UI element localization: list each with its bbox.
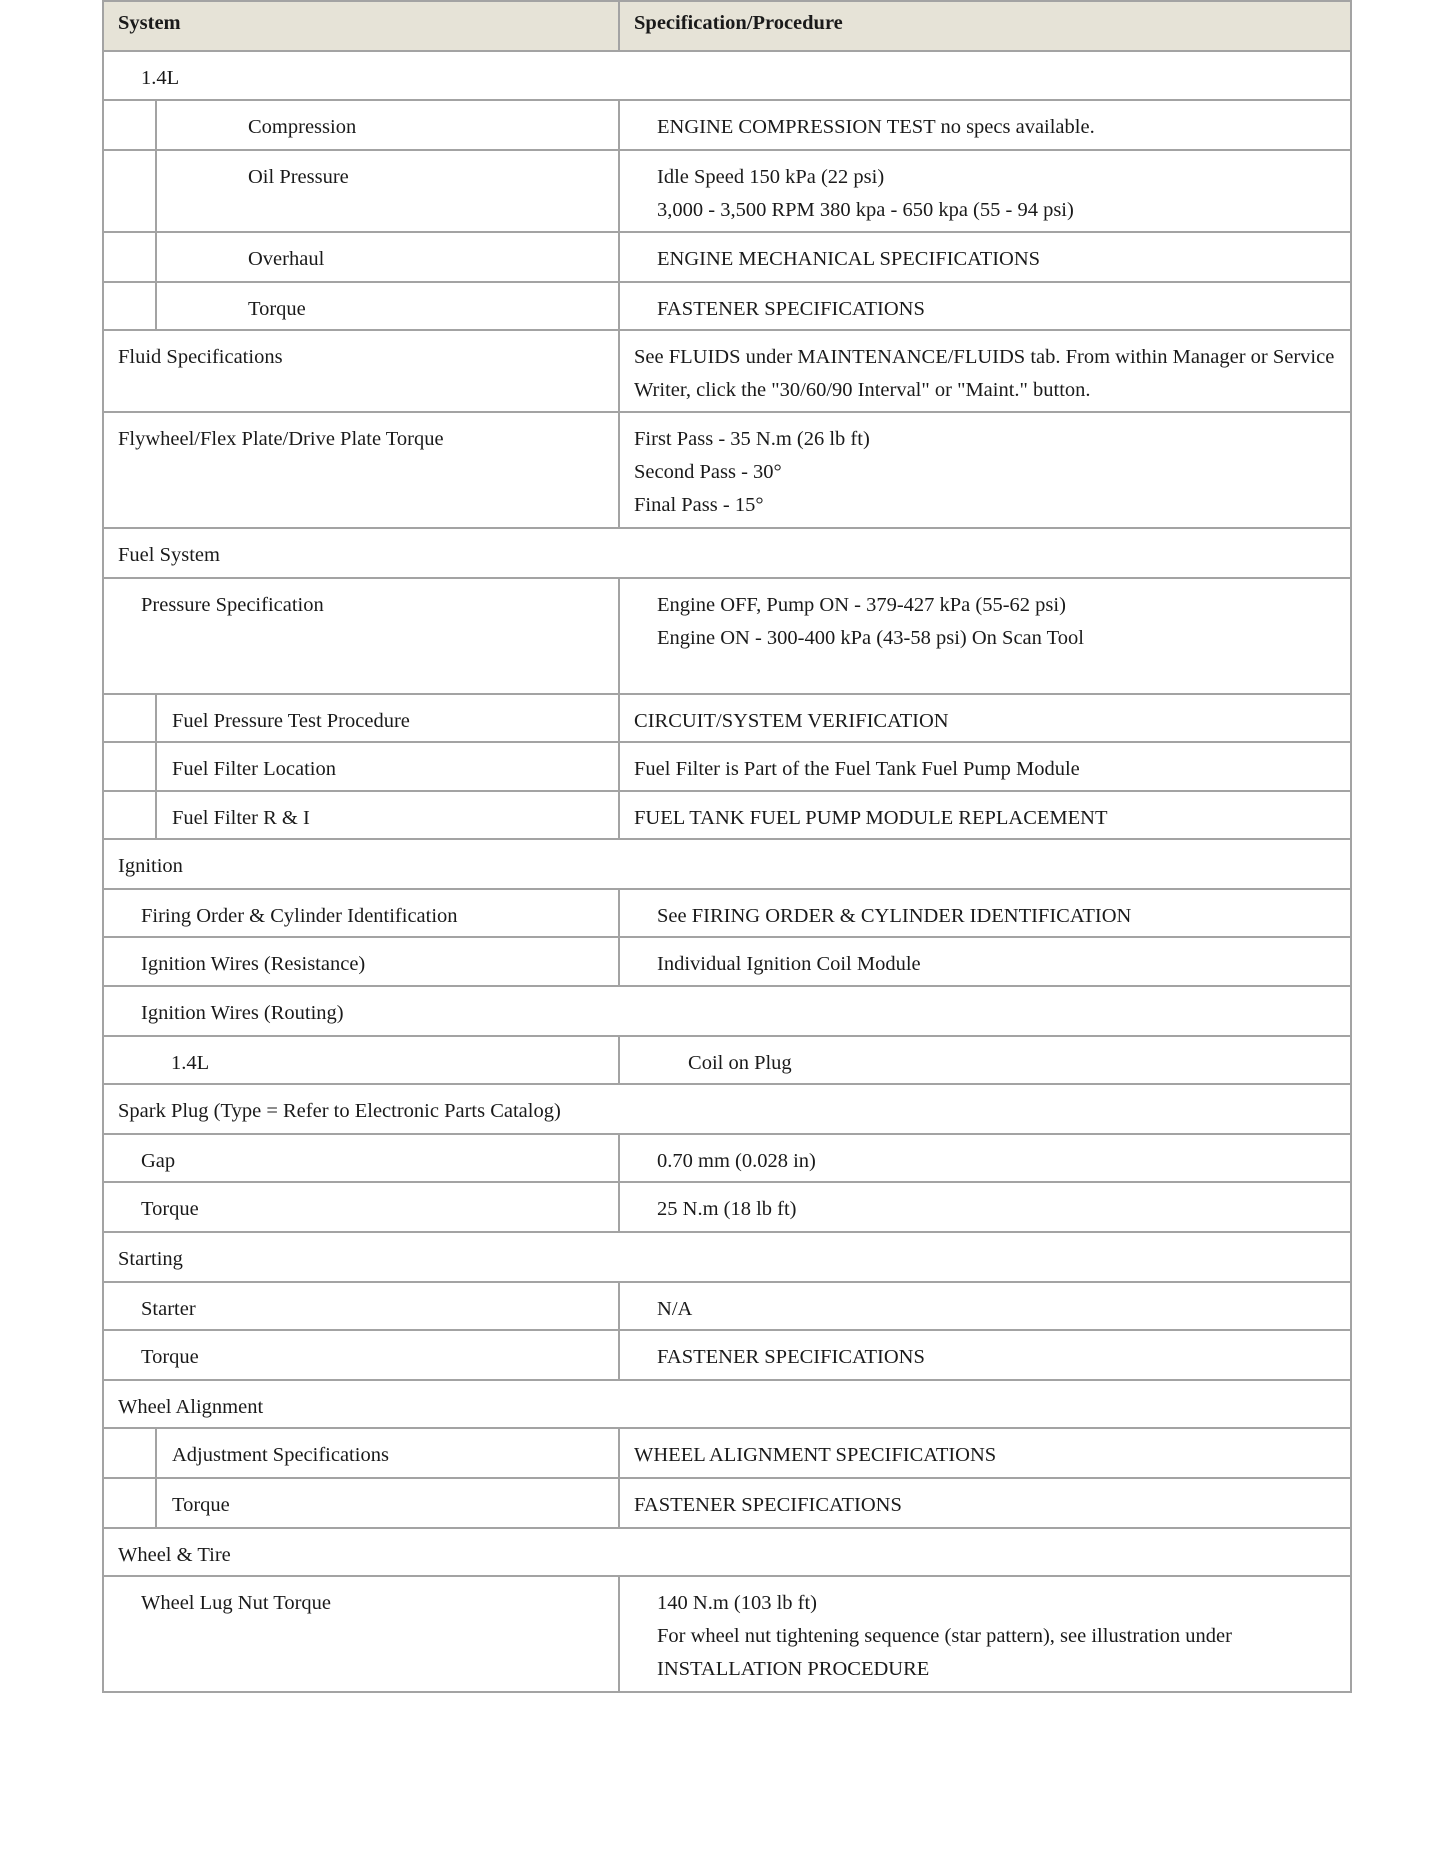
table-row [103, 1478, 1351, 1528]
table-row [103, 791, 1351, 839]
specification-cell [619, 742, 1351, 791]
specification-cell [619, 330, 1351, 412]
table-group-row [103, 1232, 1351, 1282]
system-cell [103, 330, 619, 412]
group-label: Wheel Alignment [118, 1396, 264, 1418]
specification-text [620, 413, 1350, 522]
indent-spacer-cell [103, 694, 156, 742]
table-row [103, 1036, 1351, 1084]
specification-line: FASTENER SPECIFICATIONS [634, 1494, 902, 1516]
specification-line: WHEEL ALIGNMENT SPECIFICATIONS [634, 1444, 997, 1466]
specification-cell [619, 1282, 1351, 1330]
specification-cell [619, 791, 1351, 839]
specification-text [620, 1331, 1350, 1374]
table-row [103, 889, 1351, 937]
indent-spacer-cell [103, 282, 156, 330]
specification-text [620, 792, 1350, 835]
specification-text [620, 1479, 1350, 1522]
system-cell [103, 1182, 619, 1232]
system-label: Compression [248, 116, 357, 138]
group-label: Ignition Wires (Routing) [141, 1002, 344, 1024]
group-label-cell [103, 1232, 1351, 1282]
specification-text [620, 1577, 1350, 1686]
specification-line: Fuel Filter is Part of the Fuel Tank Fuel Pump Module [634, 758, 1080, 780]
system-label: Torque [141, 1198, 199, 1220]
header-specification: Specification/Procedure [619, 1, 1351, 51]
system-cell [103, 578, 619, 694]
specification-line: See FIRING ORDER & CYLINDER IDENTIFICATION [657, 905, 1132, 927]
specification-line: For wheel nut tightening sequence (star pattern), see illustration under INSTALLATION PROCEDURE [657, 1625, 1232, 1680]
header-system: System [103, 1, 619, 51]
specification-cell [619, 578, 1351, 694]
specification-line: Idle Speed 150 kPa (22 psi) [657, 166, 885, 188]
system-cell [156, 742, 619, 791]
table-group-row [103, 839, 1351, 889]
system-label: Torque [248, 298, 306, 320]
table-row [103, 1182, 1351, 1232]
specification-line: First Pass - 35 N.m (26 lb ft) [634, 428, 870, 450]
specification-text [620, 938, 1350, 981]
system-label: Pressure Specification [141, 594, 324, 616]
system-label: Fluid Specifications [118, 346, 283, 368]
specification-text [620, 101, 1350, 144]
system-cell [103, 937, 619, 986]
specification-line: N/A [657, 1298, 693, 1320]
system-label: Firing Order & Cylinder Identification [141, 905, 458, 927]
specification-cell [619, 1182, 1351, 1232]
specification-line: 140 N.m (103 lb ft) [657, 1592, 818, 1614]
system-cell [156, 282, 619, 330]
specification-cell [619, 1134, 1351, 1182]
specification-cell [619, 1428, 1351, 1478]
specification-line: 25 N.m (18 lb ft) [657, 1198, 797, 1220]
specification-cell [619, 232, 1351, 282]
specification-cell [619, 1576, 1351, 1692]
system-cell [156, 791, 619, 839]
specification-text [620, 1283, 1350, 1326]
table-row [103, 578, 1351, 694]
specification-text [620, 695, 1350, 738]
specification-cell [619, 150, 1351, 232]
table-row [103, 937, 1351, 986]
specification-text [620, 283, 1350, 326]
system-cell [103, 1282, 619, 1330]
system-label: Fuel Filter Location [172, 758, 336, 780]
group-label-cell [103, 528, 1351, 578]
system-label: Fuel Filter R & I [172, 807, 310, 829]
system-cell [103, 1036, 619, 1084]
system-cell [156, 694, 619, 742]
system-label: Oil Pressure [248, 166, 349, 188]
group-label: Ignition [118, 855, 183, 877]
table-group-row [103, 1528, 1351, 1576]
group-label-cell [103, 1528, 1351, 1576]
system-cell [103, 1576, 619, 1692]
specification-line: 0.70 mm (0.028 in) [657, 1150, 816, 1172]
group-label-cell [103, 839, 1351, 889]
system-label: Adjustment Specifications [172, 1444, 389, 1466]
group-label: Spark Plug (Type = Refer to Electronic Parts Catalog) [118, 1100, 561, 1122]
specification-line: Engine OFF, Pump ON - 379-427 kPa (55-62 psi) [657, 594, 1066, 616]
specification-line: Engine ON - 300-400 kPa (43-58 psi) On Scan Tool [657, 627, 1084, 649]
specification-text [620, 1429, 1350, 1472]
group-label-cell [103, 986, 1351, 1036]
system-label: Wheel Lug Nut Torque [141, 1592, 332, 1614]
group-label-cell [103, 51, 1351, 100]
system-cell [156, 232, 619, 282]
table-row [103, 694, 1351, 742]
specification-text [620, 233, 1350, 276]
table-row [103, 1576, 1351, 1692]
specification-text [620, 743, 1350, 786]
specification-cell [619, 412, 1351, 528]
table-header-row [103, 1, 1351, 51]
indent-spacer-cell [103, 791, 156, 839]
table-row [103, 150, 1351, 232]
group-label: Fuel System [118, 544, 220, 566]
system-label: Starter [141, 1298, 196, 1320]
indent-spacer-cell [103, 1478, 156, 1528]
specification-line: 3,000 - 3,500 RPM 380 kpa - 650 kpa (55 - 94 psi) [657, 199, 1074, 221]
specification-table [102, 0, 1352, 1693]
table-row [103, 1282, 1351, 1330]
group-label: Starting [118, 1248, 183, 1270]
specification-cell [619, 100, 1351, 150]
system-cell [156, 1428, 619, 1478]
specification-cell [619, 1036, 1351, 1084]
table-row [103, 100, 1351, 150]
specification-cell [619, 694, 1351, 742]
table-row [103, 742, 1351, 791]
specification-line: ENGINE COMPRESSION TEST no specs available. [657, 116, 1095, 138]
specification-text [620, 151, 1350, 227]
table-row [103, 412, 1351, 528]
specification-line: CIRCUIT/SYSTEM VERIFICATION [634, 710, 949, 732]
specification-line: Individual Ignition Coil Module [657, 953, 921, 975]
specification-text [620, 579, 1350, 655]
specification-cell [619, 1330, 1351, 1380]
table-row [103, 1134, 1351, 1182]
system-cell [103, 412, 619, 528]
group-label-cell [103, 1380, 1351, 1428]
table-row [103, 1330, 1351, 1380]
indent-spacer-cell [103, 1428, 156, 1478]
specification-line: See FLUIDS under MAINTENANCE/FLUIDS tab. From within Manager or Service Writer, click the "30/60/90 Interval" or "Maint." button. [634, 346, 1335, 401]
system-label: Torque [141, 1346, 199, 1368]
table-row [103, 232, 1351, 282]
specification-text [620, 1037, 1350, 1080]
table-group-row [103, 528, 1351, 578]
system-label: Overhaul [248, 248, 325, 270]
system-cell [103, 1330, 619, 1380]
specification-line: Second Pass - 30° [634, 461, 782, 483]
table-group-row [103, 986, 1351, 1036]
system-cell [156, 100, 619, 150]
indent-spacer-cell [103, 150, 156, 232]
table-row [103, 1428, 1351, 1478]
table-row [103, 282, 1351, 330]
system-cell [156, 1478, 619, 1528]
group-label: Wheel & Tire [118, 1544, 231, 1566]
system-label: Torque [172, 1494, 230, 1516]
table-body [103, 51, 1351, 1692]
specification-line: Coil on Plug [688, 1052, 792, 1074]
indent-spacer-cell [103, 100, 156, 150]
specification-text [620, 1135, 1350, 1178]
specification-cell [619, 889, 1351, 937]
system-label: Fuel Pressure Test Procedure [172, 710, 410, 732]
indent-spacer-cell [103, 232, 156, 282]
specification-line: FASTENER SPECIFICATIONS [657, 1346, 925, 1368]
specification-text [620, 1183, 1350, 1226]
group-label: 1.4L [141, 67, 180, 89]
specification-line: FUEL TANK FUEL PUMP MODULE REPLACEMENT [634, 807, 1108, 829]
specification-text [620, 890, 1350, 933]
system-cell [156, 150, 619, 232]
system-cell [103, 889, 619, 937]
table-group-row [103, 1380, 1351, 1428]
system-label: 1.4L [171, 1052, 210, 1074]
specification-line: Final Pass - 15° [634, 494, 764, 516]
indent-spacer-cell [103, 742, 156, 791]
table-group-row [103, 51, 1351, 100]
specification-cell [619, 282, 1351, 330]
specification-line: FASTENER SPECIFICATIONS [657, 298, 925, 320]
specification-text [620, 331, 1350, 407]
group-label-cell [103, 1084, 1351, 1134]
system-cell [103, 1134, 619, 1182]
system-label: Gap [141, 1150, 176, 1172]
specification-cell [619, 937, 1351, 986]
specification-cell [619, 1478, 1351, 1528]
table-group-row [103, 1084, 1351, 1134]
system-label: Ignition Wires (Resistance) [141, 953, 366, 975]
table-row [103, 330, 1351, 412]
specification-line: ENGINE MECHANICAL SPECIFICATIONS [657, 248, 1041, 270]
system-label: Flywheel/Flex Plate/Drive Plate Torque [118, 428, 444, 450]
